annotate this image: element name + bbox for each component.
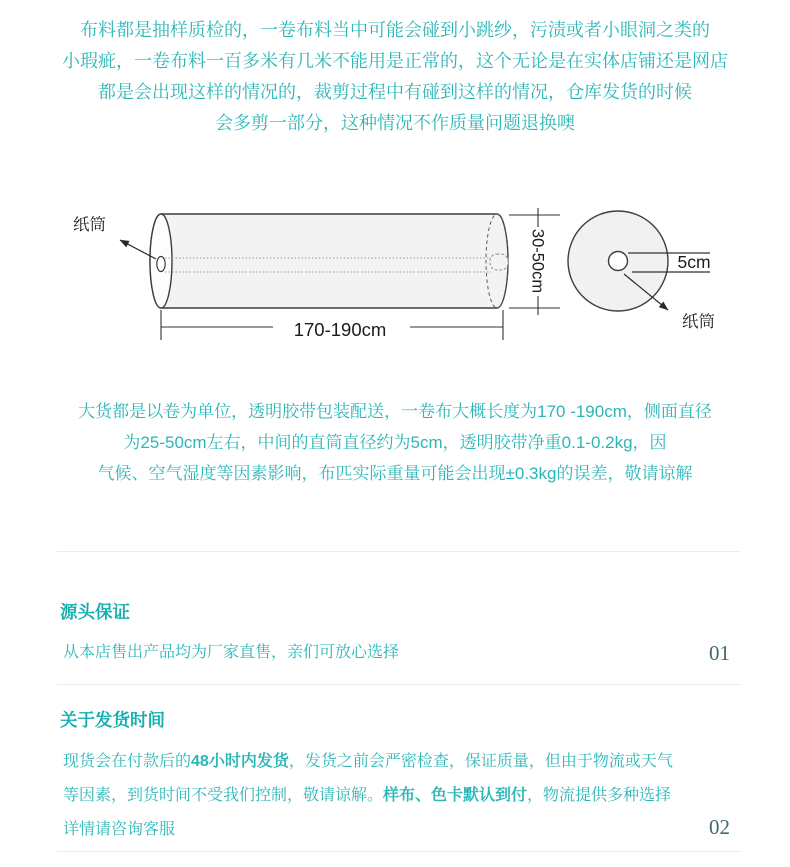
section-title-shipping-time: 关于发货时间 (60, 710, 165, 730)
quality-notice-line: 会多剪一部分，这种情况不作质量问题退换噢 (215, 113, 575, 133)
packing-info-line: 气候、空气湿度等因素影响，布匹实际重量可能会出现±0.3kg的误差，敬请谅解 (97, 464, 693, 483)
fabric-roll-svg (60, 197, 760, 349)
paper-tube-hole-left (157, 257, 165, 272)
shipping-line-2-bold: 样布、色卡默认到付 (383, 787, 528, 804)
quality-notice-paragraph (0, 0, 790, 139)
roll-cylinder-body (150, 214, 508, 308)
core-diameter-label: 5cm (677, 252, 711, 272)
packing-info-line: 为25-50cm左右，中间的直筒直径约为5cm，透明胶带净重0.1-0.2kg，因 (123, 433, 667, 452)
shipping-line-2-pre: 等因素，到货时间不受我们控制，敬请谅解。 (63, 787, 384, 804)
section-number-badge: 01 (709, 641, 730, 665)
paper-tube-hole-side-view (609, 252, 628, 271)
shipping-line-2 (63, 779, 730, 813)
quality-notice-line: 都是会出现这样的情况的，裁剪过程中有碰到这样的情况，仓库发货的时候 (98, 82, 692, 102)
paper-tube-label-right: 纸筒 (682, 313, 715, 331)
shipping-line-2-post: ，物流提供多种选择 (527, 787, 672, 804)
guarantee-row (60, 641, 730, 665)
guarantee-body-text: 从本店售出产品均为厂家直售，亲们可放心选择 (63, 644, 400, 661)
section-shipping-time (0, 708, 790, 847)
section-divider (57, 551, 740, 552)
shipping-line-1-pre: 现货会在付款后的 (63, 753, 192, 770)
paper-tube-right-end (490, 254, 508, 270)
shipping-line-1-bold: 48小时内发货 (191, 753, 289, 770)
shipping-line-3: 详情请咨询客服 (63, 821, 176, 838)
section-title-source-guarantee: 源头保证 (60, 602, 130, 622)
shipping-body (60, 745, 730, 847)
diameter-label: 30-50cm (528, 228, 547, 294)
paper-tube-label-left: 纸筒 (73, 216, 106, 234)
section-divider (57, 684, 740, 685)
length-label: 170-190cm (293, 319, 387, 340)
packing-info-line: 大货都是以卷为单位，透明胶带包装配送，一卷布大概长度为170 -190cm，侧面直径 (78, 402, 712, 421)
packing-info-paragraph (28, 396, 762, 489)
shipping-line-1 (63, 745, 730, 779)
quality-notice-line: 布料都是抽样质检的，一卷布料当中可能会碰到小跳纱，污渍或者小眼洞之类的 (80, 20, 710, 40)
fabric-roll-diagram (60, 197, 760, 349)
section-source-guarantee (0, 600, 790, 665)
quality-notice-line: 小瑕疵，一卷布料一百多米有几米不能用是正常的，这个无论是在实体店铺还是网店 (62, 51, 728, 71)
section-number-badge: 02 (709, 815, 730, 839)
shipping-line-1-post: ，发货之前会严密检查，保证质量，但由于物流或天气 (288, 753, 673, 770)
section-divider (57, 851, 740, 852)
